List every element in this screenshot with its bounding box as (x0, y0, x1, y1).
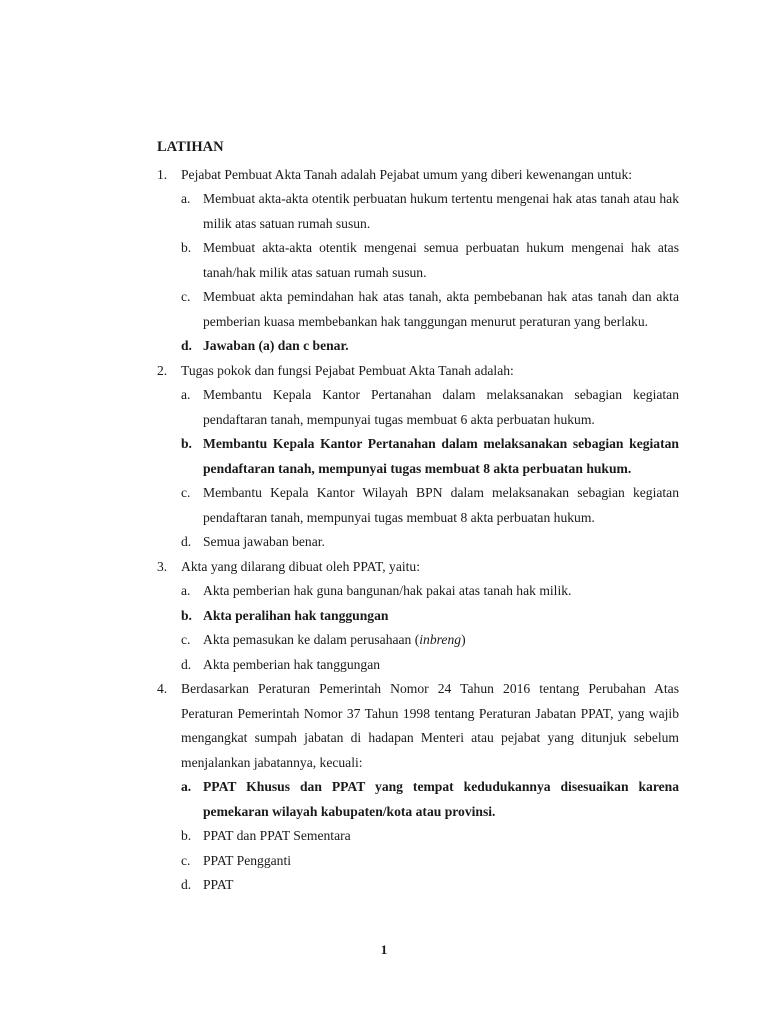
option-letter: b. (181, 436, 192, 451)
question-1 (157, 163, 679, 188)
option-text: PPAT Khusus dan PPAT yang tempat kedudukannya disesuaikan karena pemekaran wilayah kabupaten/kota atau provinsi. (203, 779, 679, 819)
option-3a (181, 579, 679, 604)
option-4c (181, 849, 679, 874)
option-letter: a. (181, 387, 191, 402)
question-number: 2. (157, 363, 168, 378)
option-3b-answer (181, 604, 679, 629)
option-letter: a. (181, 779, 192, 794)
option-letter: c. (181, 853, 191, 868)
page-title: LATIHAN (157, 139, 224, 155)
question-number: 1. (157, 167, 168, 182)
option-text: PPAT dan PPAT Sementara (203, 828, 351, 843)
option-letter: c. (181, 289, 191, 304)
question-text: Akta yang dilarang dibuat oleh PPAT, yaitu: (181, 559, 420, 574)
option-text: Akta peralihan hak tanggungan (203, 608, 389, 623)
option-text: Membantu Kepala Kantor Pertanahan dalam melaksanakan sebagian kegiatan pendaftaran tanah, mempunyai tugas membuat 6 akta perbuatan hukum. (203, 387, 679, 427)
option-1c (181, 285, 679, 334)
option-text: Membuat akta pemindahan hak atas tanah, akta pembebanan hak atas tanah dan akta pemberian kuasa membebankan hak tanggungan menurut peraturan yang berlaku. (203, 289, 679, 329)
option-letter: d. (181, 534, 192, 549)
option-text: Akta pemberian hak tanggungan (203, 657, 381, 672)
option-text: Jawaban (a) dan c benar. (203, 338, 349, 353)
option-letter: b. (181, 828, 192, 843)
option-letter: a. (181, 191, 191, 206)
option-text: Semua jawaban benar. (203, 534, 325, 549)
option-text: PPAT (203, 877, 234, 892)
option-letter: c. (181, 632, 191, 647)
question-number: 4. (157, 681, 168, 696)
question-text: Tugas pokok dan fungsi Pejabat Pembuat Akta Tanah adalah: (181, 363, 514, 378)
option-1a (181, 187, 679, 236)
option-4b (181, 824, 679, 849)
option-text: Membuat akta-akta otentik mengenai semua perbuatan hukum mengenai hak atas tanah/hak milik atas satuan rumah susun. (203, 240, 679, 280)
option-text-before: Akta pemasukan ke dalam perusahaan ( (203, 632, 420, 647)
option-letter: d. (181, 338, 192, 353)
option-2d (181, 530, 679, 555)
question-text: Pejabat Pembuat Akta Tanah adalah Pejabat umum yang diberi kewenangan untuk: (181, 167, 633, 182)
option-text: PPAT Pengganti (203, 853, 292, 868)
option-text: Akta pemberian hak guna bangunan/hak pakai atas tanah hak milik. (203, 583, 572, 598)
option-2a (181, 383, 679, 432)
option-1b (181, 236, 679, 285)
option-text-after: ) (461, 632, 466, 647)
option-letter: b. (181, 240, 192, 255)
question-number: 3. (157, 559, 168, 574)
option-text: Membantu Kepala Kantor Pertanahan dalam melaksanakan sebagian kegiatan pendaftaran tanah, mempunyai tugas membuat 8 akta perbuatan hukum. (203, 436, 679, 476)
option-text: Membuat akta-akta otentik perbuatan hukum tertentu mengenai hak atas tanah atau hak milik atas satuan rumah susun. (203, 191, 679, 231)
question-3 (157, 555, 679, 580)
option-letter: a. (181, 583, 191, 598)
option-1d-answer (181, 334, 679, 359)
option-3c (181, 628, 679, 653)
option-text: Membantu Kepala Kantor Wilayah BPN dalam melaksanakan sebagian kegiatan pendaftaran tanah, mempunyai tugas membuat 8 akta perbuatan hukum. (203, 485, 679, 525)
option-4a-answer (181, 775, 679, 824)
option-letter: d. (181, 877, 192, 892)
option-3d (181, 653, 679, 678)
question-4 (157, 677, 679, 775)
page-number: 1 (380, 942, 388, 957)
option-letter: d. (181, 657, 192, 672)
option-2c (181, 481, 679, 530)
option-text-italic: inbreng (419, 632, 462, 647)
option-letter: c. (181, 485, 191, 500)
question-2 (157, 359, 679, 384)
question-text: Berdasarkan Peraturan Pemerintah Nomor 24 Tahun 2016 tentang Perubahan Atas Peraturan Pemerintah Nomor 37 Tahun 1998 tentang Peraturan Jabatan PPAT, yang wajib mengangkat sumpah jabatan di hadapan Menteri atau pejabat yang ditunjuk sebelum menjalankan jabatannya, kecuali: (181, 681, 679, 770)
option-2b-answer (181, 432, 679, 481)
option-letter: b. (181, 608, 192, 623)
option-4d (181, 873, 679, 898)
option-text (203, 628, 679, 653)
